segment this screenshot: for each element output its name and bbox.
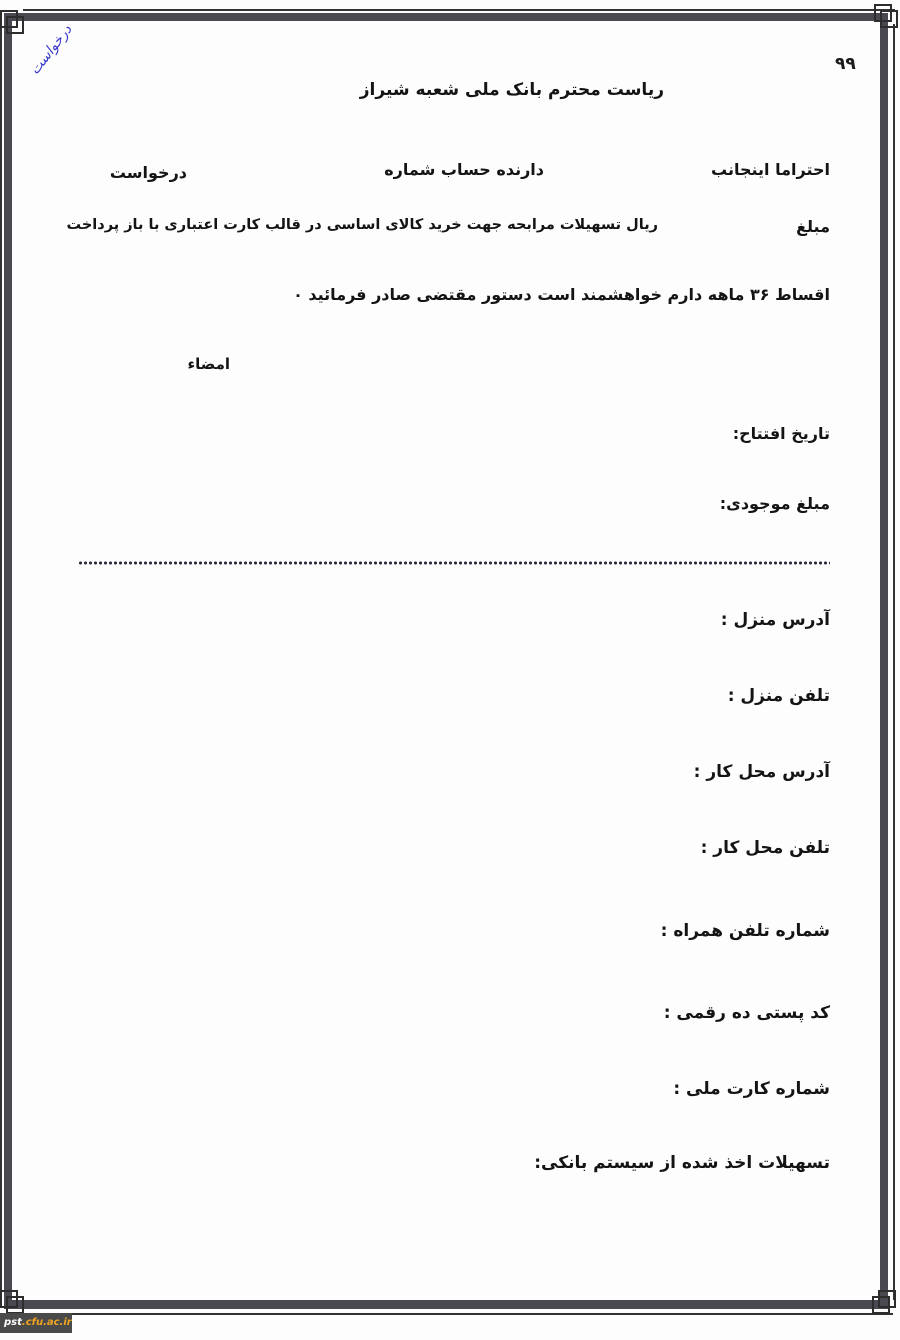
field-label-work-address: آدرس محل کار : [693, 762, 830, 782]
page-number: ۹۹ [835, 54, 856, 74]
field-label-work-phone: تلفن محل کار : [700, 838, 830, 858]
frame-corner-top-right-inner [880, 10, 898, 28]
frame-corner-bottom-left-inner [6, 1296, 24, 1314]
watermark-prefix: pst [4, 1317, 22, 1328]
field-label-previous-loans: تسهیلات اخذ شده از سیستم بانکی: [534, 1153, 830, 1173]
request-line1-part2: دارنده حساب شماره [384, 160, 544, 179]
frame-bar-bottom [4, 1300, 888, 1309]
frame-thin-line-left [0, 24, 2, 1300]
dotted-separator [78, 561, 830, 565]
frame-thin-line-top [23, 9, 895, 11]
frame-bar-right [880, 13, 888, 1309]
document-title: ریاست محترم بانک ملی شعبه شیراز [359, 80, 664, 100]
request-line2-part2: ریال تسهیلات مرابحه جهت خرید کالای اساسی در قالب کارت اعتباری با باز پرداخت [66, 217, 658, 233]
request-line1-part1: احتراما اینجانب [711, 160, 830, 179]
field-label-mobile-number: شماره تلفن همراه : [660, 921, 830, 941]
field-label-home-address: آدرس منزل : [720, 610, 830, 630]
watermark-suffix: .cfu.ac.ir [21, 1317, 72, 1328]
frame-thin-line-right [893, 24, 895, 1300]
field-label-balance: مبلغ موجودی: [719, 494, 830, 513]
frame-thin-line-bottom [0, 1313, 893, 1315]
request-line2-part1: مبلغ [796, 217, 830, 236]
field-label-national-id: شماره کارت ملی : [673, 1079, 830, 1099]
field-label-home-phone: تلفن منزل : [727, 686, 830, 706]
field-label-postal-code: کد پستی ده رقمی : [663, 1003, 830, 1023]
watermark-badge [0, 1313, 72, 1333]
handwritten-note: درخواست [26, 22, 76, 78]
field-label-opening-date: تاریخ افتتاح: [732, 424, 830, 443]
frame-bar-left [4, 13, 12, 1309]
signature-label: امضاء [187, 355, 230, 373]
frame-corner-top-left-inner [6, 16, 24, 34]
frame-bar-top [4, 13, 888, 21]
request-line1-part3: درخواست [109, 163, 187, 182]
request-line3: اقساط ۳۶ ماهه دارم خواهشمند است دستور مقتضی صادر فرمائید ٠ [293, 285, 830, 304]
frame-corner-bottom-right-inner [878, 1290, 896, 1308]
